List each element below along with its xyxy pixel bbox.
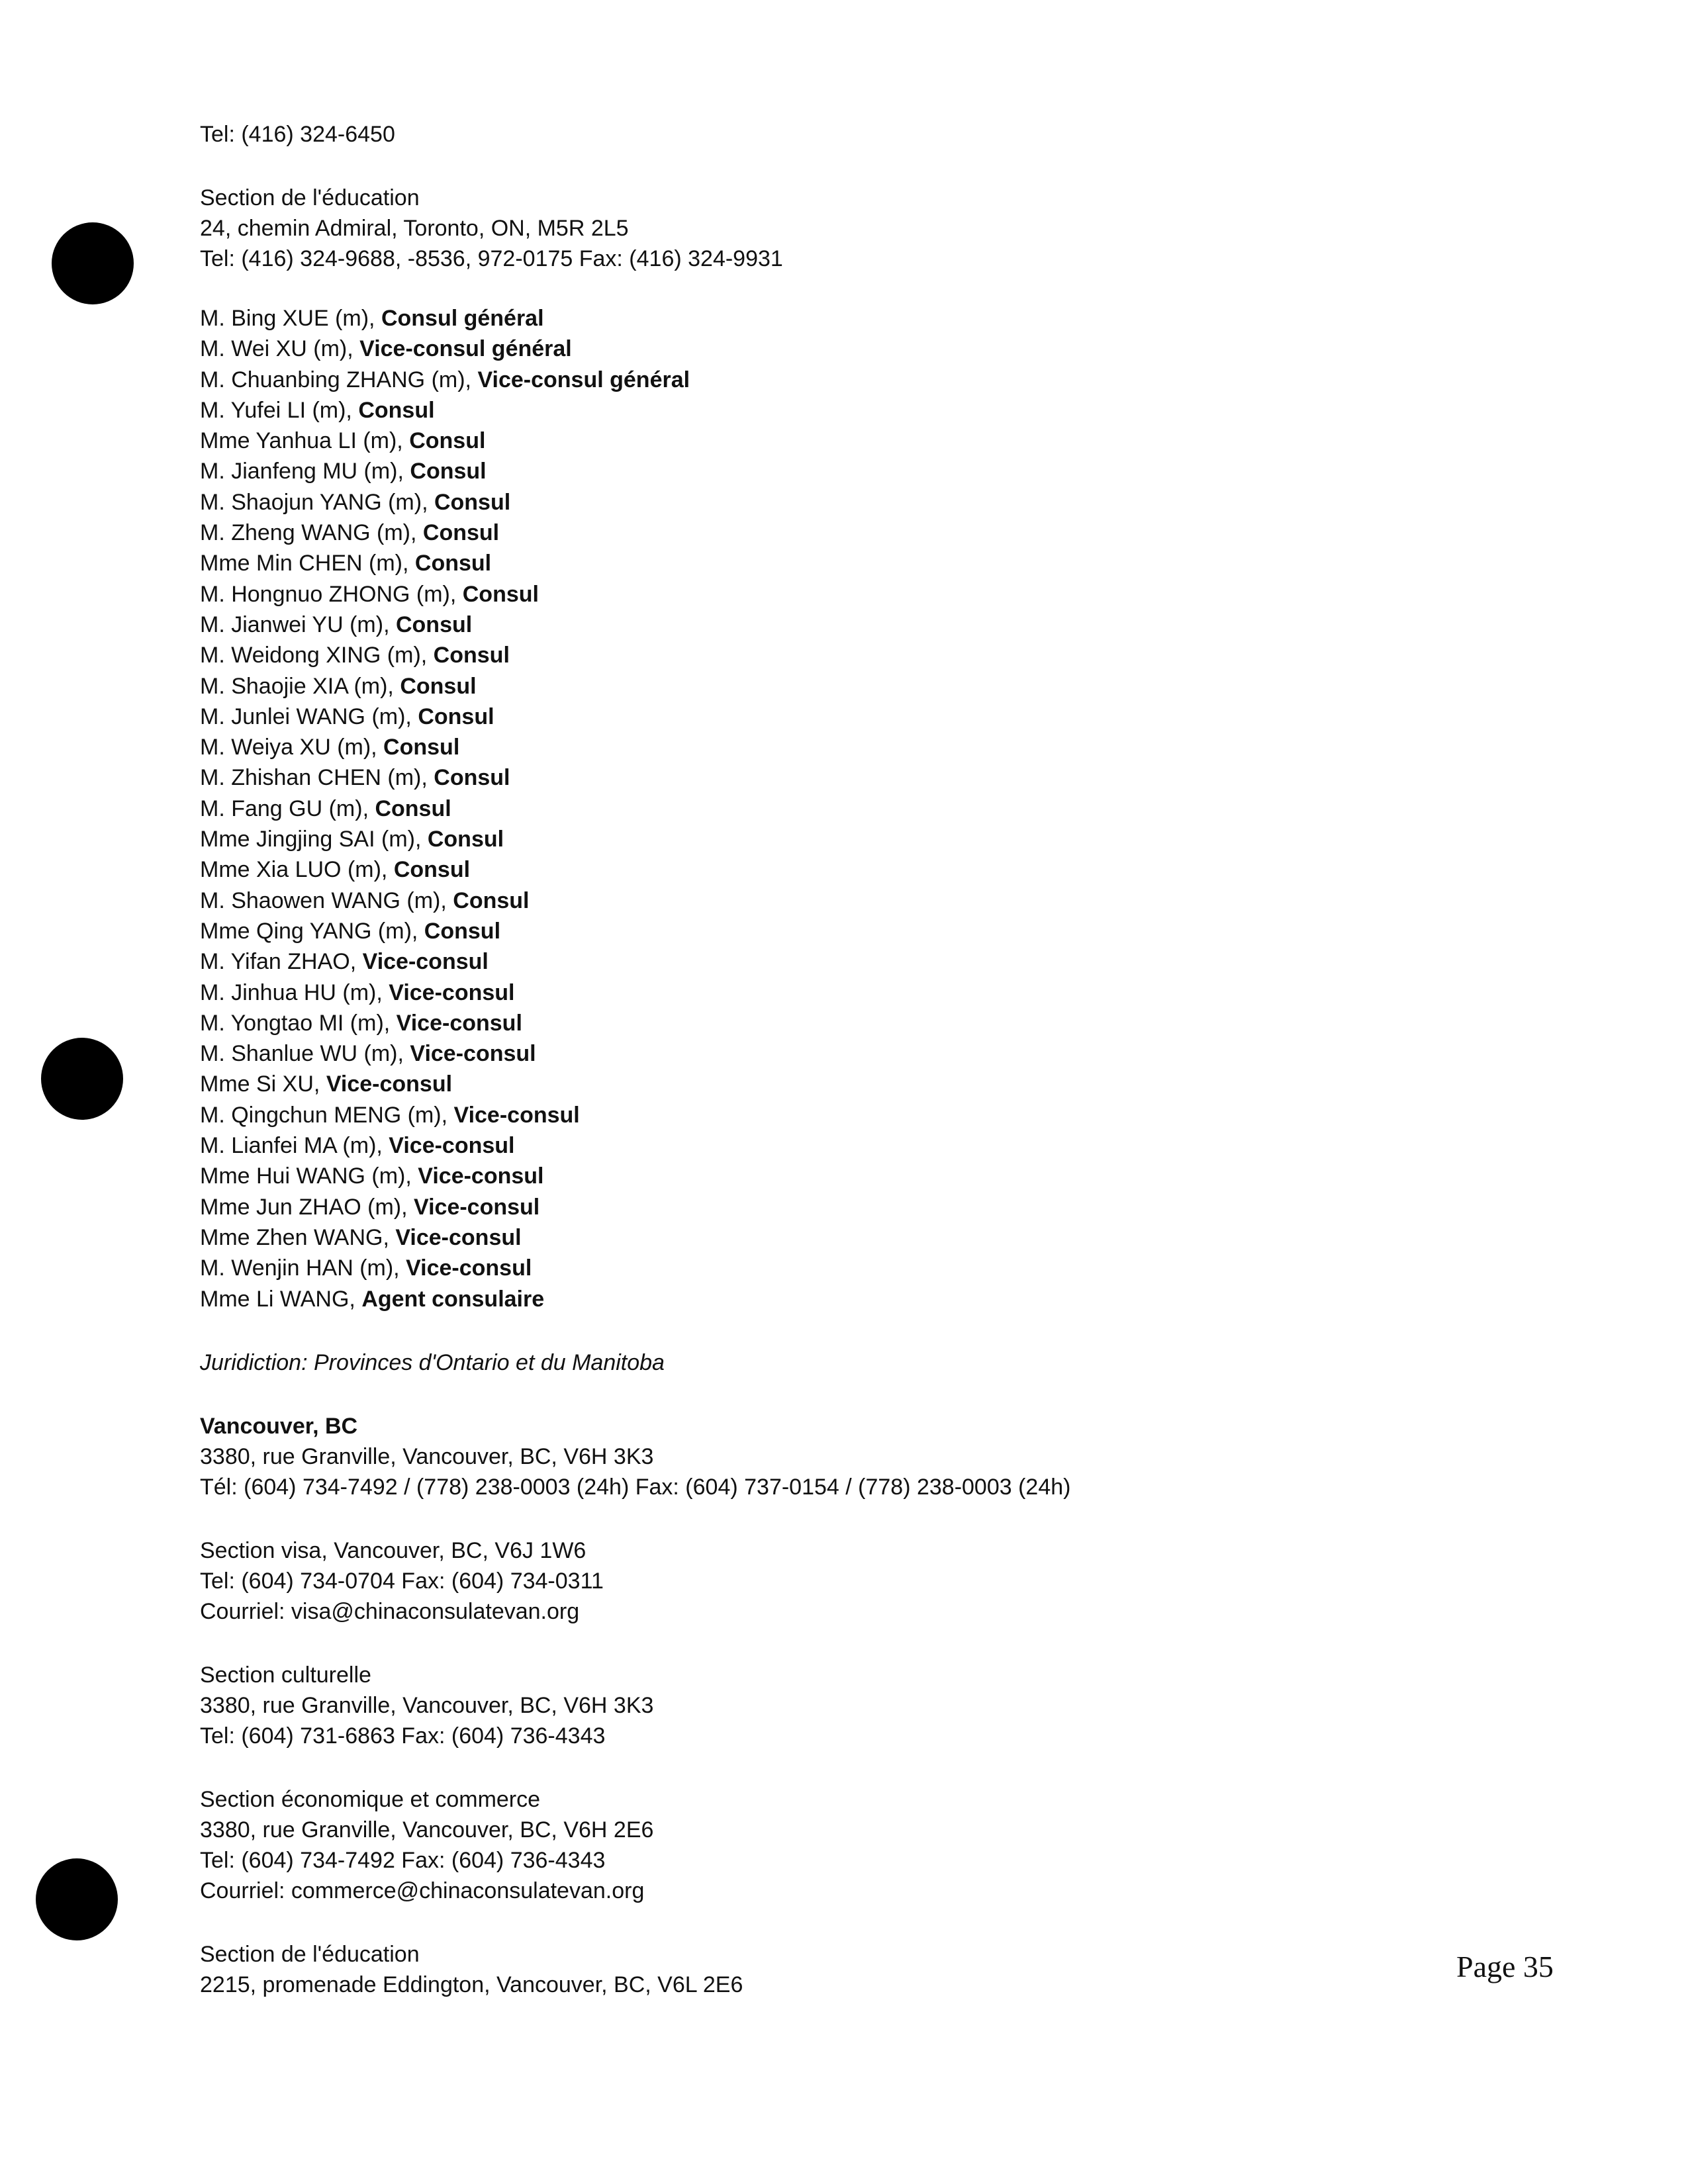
section-email: Courriel: commerce@chinaconsulatevan.org	[200, 1878, 645, 1903]
staff-title: Vice-consul	[414, 1194, 540, 1220]
vancouver-education-section	[200, 1939, 1524, 2000]
staff-name: M. Wenjin HAN (m),	[200, 1255, 406, 1281]
section-title: Section culturelle	[200, 1662, 371, 1688]
staff-title: Vice-consul	[406, 1255, 532, 1281]
staff-name: M. Jinhua HU (m),	[200, 979, 389, 1005]
staff-title: Vice-consul	[389, 1133, 515, 1159]
section-address: 2215, promenade Eddington, Vancouver, BC, V6L 2E6	[200, 1972, 743, 1997]
staff-row	[200, 1100, 1524, 1130]
staff-row	[200, 1192, 1524, 1222]
staff-row	[200, 946, 1524, 977]
staff-row	[200, 671, 1524, 702]
staff-row	[200, 487, 1524, 518]
staff-title: Consul	[409, 428, 486, 454]
toronto-tel: Tel: (416) 324-6450	[200, 122, 395, 147]
staff-title: Consul	[424, 918, 501, 944]
staff-row	[200, 794, 1524, 824]
staff-row	[200, 640, 1524, 670]
staff-title: Vice-consul	[453, 1102, 580, 1128]
staff-name: M. Chuanbing ZHANG (m),	[200, 367, 478, 392]
staff-row	[200, 762, 1524, 793]
staff-row	[200, 1038, 1524, 1069]
section-phones: Tel: (604) 731-6863 Fax: (604) 736-4343	[200, 1723, 606, 1749]
staff-row	[200, 702, 1524, 732]
page-number: Page 35	[1456, 1950, 1554, 1983]
staff-name: Mme Jingjing SAI (m),	[200, 827, 428, 852]
staff-name: Mme Qing YANG (m),	[200, 918, 424, 944]
staff-name: M. Wei XU (m),	[200, 336, 360, 362]
staff-row	[200, 426, 1524, 456]
staff-title: Consul	[414, 551, 492, 576]
staff-name: M. Fang GU (m),	[200, 796, 375, 821]
staff-row	[200, 978, 1524, 1008]
staff-row	[200, 732, 1524, 762]
staff-title: Consul	[462, 581, 539, 607]
section-title: Section de l'éducation	[200, 185, 420, 210]
staff-title: Consul	[427, 827, 504, 852]
punch-hole	[41, 1038, 123, 1120]
staff-name: Mme Li WANG,	[200, 1286, 362, 1312]
staff-list	[200, 303, 1524, 1314]
staff-row	[200, 1008, 1524, 1038]
staff-row	[200, 916, 1524, 946]
consulate-address: 3380, rue Granville, Vancouver, BC, V6H 3K3	[200, 1443, 654, 1469]
jurisdiction: Juridiction: Provinces d'Ontario et du Manitoba	[200, 1349, 665, 1375]
staff-row	[200, 334, 1524, 364]
staff-title: Consul	[400, 673, 477, 699]
section-title: Section économique et commerce	[200, 1786, 541, 1812]
staff-title: Vice-consul	[362, 949, 489, 975]
staff-row	[200, 579, 1524, 610]
culture-section	[200, 1660, 1524, 1751]
staff-name: Mme Jun ZHAO (m),	[200, 1194, 414, 1220]
staff-name: M. Qingchun MENG (m),	[200, 1102, 454, 1128]
staff-title: Consul	[422, 520, 500, 546]
staff-title: Vice-consul	[326, 1071, 453, 1097]
staff-name: M. Junlei WANG (m),	[200, 704, 418, 729]
staff-title: Consul	[393, 857, 471, 883]
staff-row	[200, 1130, 1524, 1161]
punch-hole	[52, 222, 134, 304]
staff-title: Consul	[433, 643, 510, 668]
staff-name: M. Weidong XING (m),	[200, 643, 434, 668]
staff-title: Consul	[434, 489, 511, 515]
staff-name: M. Hongnuo ZHONG (m),	[200, 581, 463, 607]
staff-title: Consul	[358, 397, 435, 423]
staff-name: Mme Yanhua LI (m),	[200, 428, 410, 454]
staff-title: Vice-consul	[395, 1224, 522, 1250]
staff-name: Mme Min CHEN (m),	[200, 551, 415, 576]
staff-name: Mme Hui WANG (m),	[200, 1163, 418, 1189]
section-phones: Tel: (604) 734-7492 Fax: (604) 736-4343	[200, 1847, 606, 1873]
staff-name: M. Jianwei YU (m),	[200, 612, 396, 637]
staff-title: Vice-consul	[418, 1163, 544, 1189]
visa-section	[200, 1535, 1524, 1627]
document-body	[200, 119, 1524, 2000]
staff-name: M. Jianfeng MU (m),	[200, 459, 410, 484]
staff-row	[200, 886, 1524, 916]
staff-row	[200, 1161, 1524, 1191]
staff-row	[200, 518, 1524, 548]
staff-name: M. Yongtao MI (m),	[200, 1010, 397, 1036]
staff-name: M. Yufei LI (m),	[200, 397, 359, 423]
staff-row	[200, 395, 1524, 426]
staff-title: Consul	[434, 765, 510, 791]
staff-row	[200, 610, 1524, 640]
staff-name: M. Lianfei MA (m),	[200, 1133, 389, 1159]
staff-name: M. Zheng WANG (m),	[200, 520, 423, 546]
staff-name: M. Weiya XU (m),	[200, 735, 384, 760]
staff-title: Consul général	[381, 306, 544, 331]
staff-name: M. Shaojie XIA (m),	[200, 673, 400, 699]
section-phones: Tel: (604) 734-0704 Fax: (604) 734-0311	[200, 1568, 604, 1594]
section-address: 3380, rue Granville, Vancouver, BC, V6H 2E6	[200, 1817, 654, 1843]
staff-title: Vice-consul	[396, 1010, 522, 1036]
staff-row	[200, 1284, 1524, 1314]
city-heading: Vancouver, BC	[200, 1413, 358, 1439]
staff-title: Vice-consul général	[477, 367, 690, 392]
section-address: 3380, rue Granville, Vancouver, BC, V6H 3K3	[200, 1692, 654, 1718]
vancouver-consulate	[200, 1411, 1524, 1502]
staff-title: Consul	[395, 612, 473, 637]
toronto-education-section	[200, 183, 1524, 274]
staff-name: M. Shaojun YANG (m),	[200, 489, 434, 515]
economic-section	[200, 1784, 1524, 1906]
staff-row	[200, 548, 1524, 578]
staff-row	[200, 1069, 1524, 1099]
staff-row	[200, 303, 1524, 334]
staff-name: M. Zhishan CHEN (m),	[200, 765, 434, 791]
staff-title: Consul	[410, 459, 487, 484]
section-email: Courriel: visa@chinaconsulatevan.org	[200, 1598, 580, 1624]
staff-title: Consul	[418, 704, 494, 729]
section-phones: Tel: (416) 324-9688, -8536, 972-0175 Fax: (416) 324-9931	[200, 246, 783, 271]
consulate-phones: Tél: (604) 734-7492 / (778) 238-0003 (24h) Fax: (604) 737-0154 / (778) 238-0003 (24h)	[200, 1474, 1071, 1500]
staff-name: M. Yifan ZHAO,	[200, 949, 363, 975]
staff-name: M. Bing XUE (m),	[200, 306, 381, 331]
staff-name: Mme Si XU,	[200, 1071, 326, 1097]
staff-title: Consul	[375, 796, 451, 821]
staff-name: M. Shanlue WU (m),	[200, 1041, 410, 1067]
staff-row	[200, 365, 1524, 395]
staff-name: M. Shaowen WANG (m),	[200, 887, 453, 913]
staff-row	[200, 456, 1524, 486]
staff-row	[200, 1222, 1524, 1253]
staff-row	[200, 854, 1524, 885]
staff-title: Vice-consul	[389, 979, 515, 1005]
section-title: Section de l'éducation	[200, 1941, 420, 1967]
staff-row	[200, 1253, 1524, 1283]
section-address: 24, chemin Admiral, Toronto, ON, M5R 2L5	[200, 216, 629, 241]
staff-title: Vice-consul général	[359, 336, 572, 362]
staff-name: Mme Zhen WANG,	[200, 1224, 396, 1250]
staff-title: Vice-consul	[410, 1041, 536, 1067]
section-title: Section visa, Vancouver, BC, V6J 1W6	[200, 1537, 586, 1563]
staff-title: Consul	[383, 735, 460, 760]
punch-hole	[36, 1858, 118, 1940]
staff-title: Consul	[453, 887, 530, 913]
staff-row	[200, 824, 1524, 854]
staff-name: Mme Xia LUO (m),	[200, 857, 394, 883]
staff-title: Agent consulaire	[361, 1286, 545, 1312]
